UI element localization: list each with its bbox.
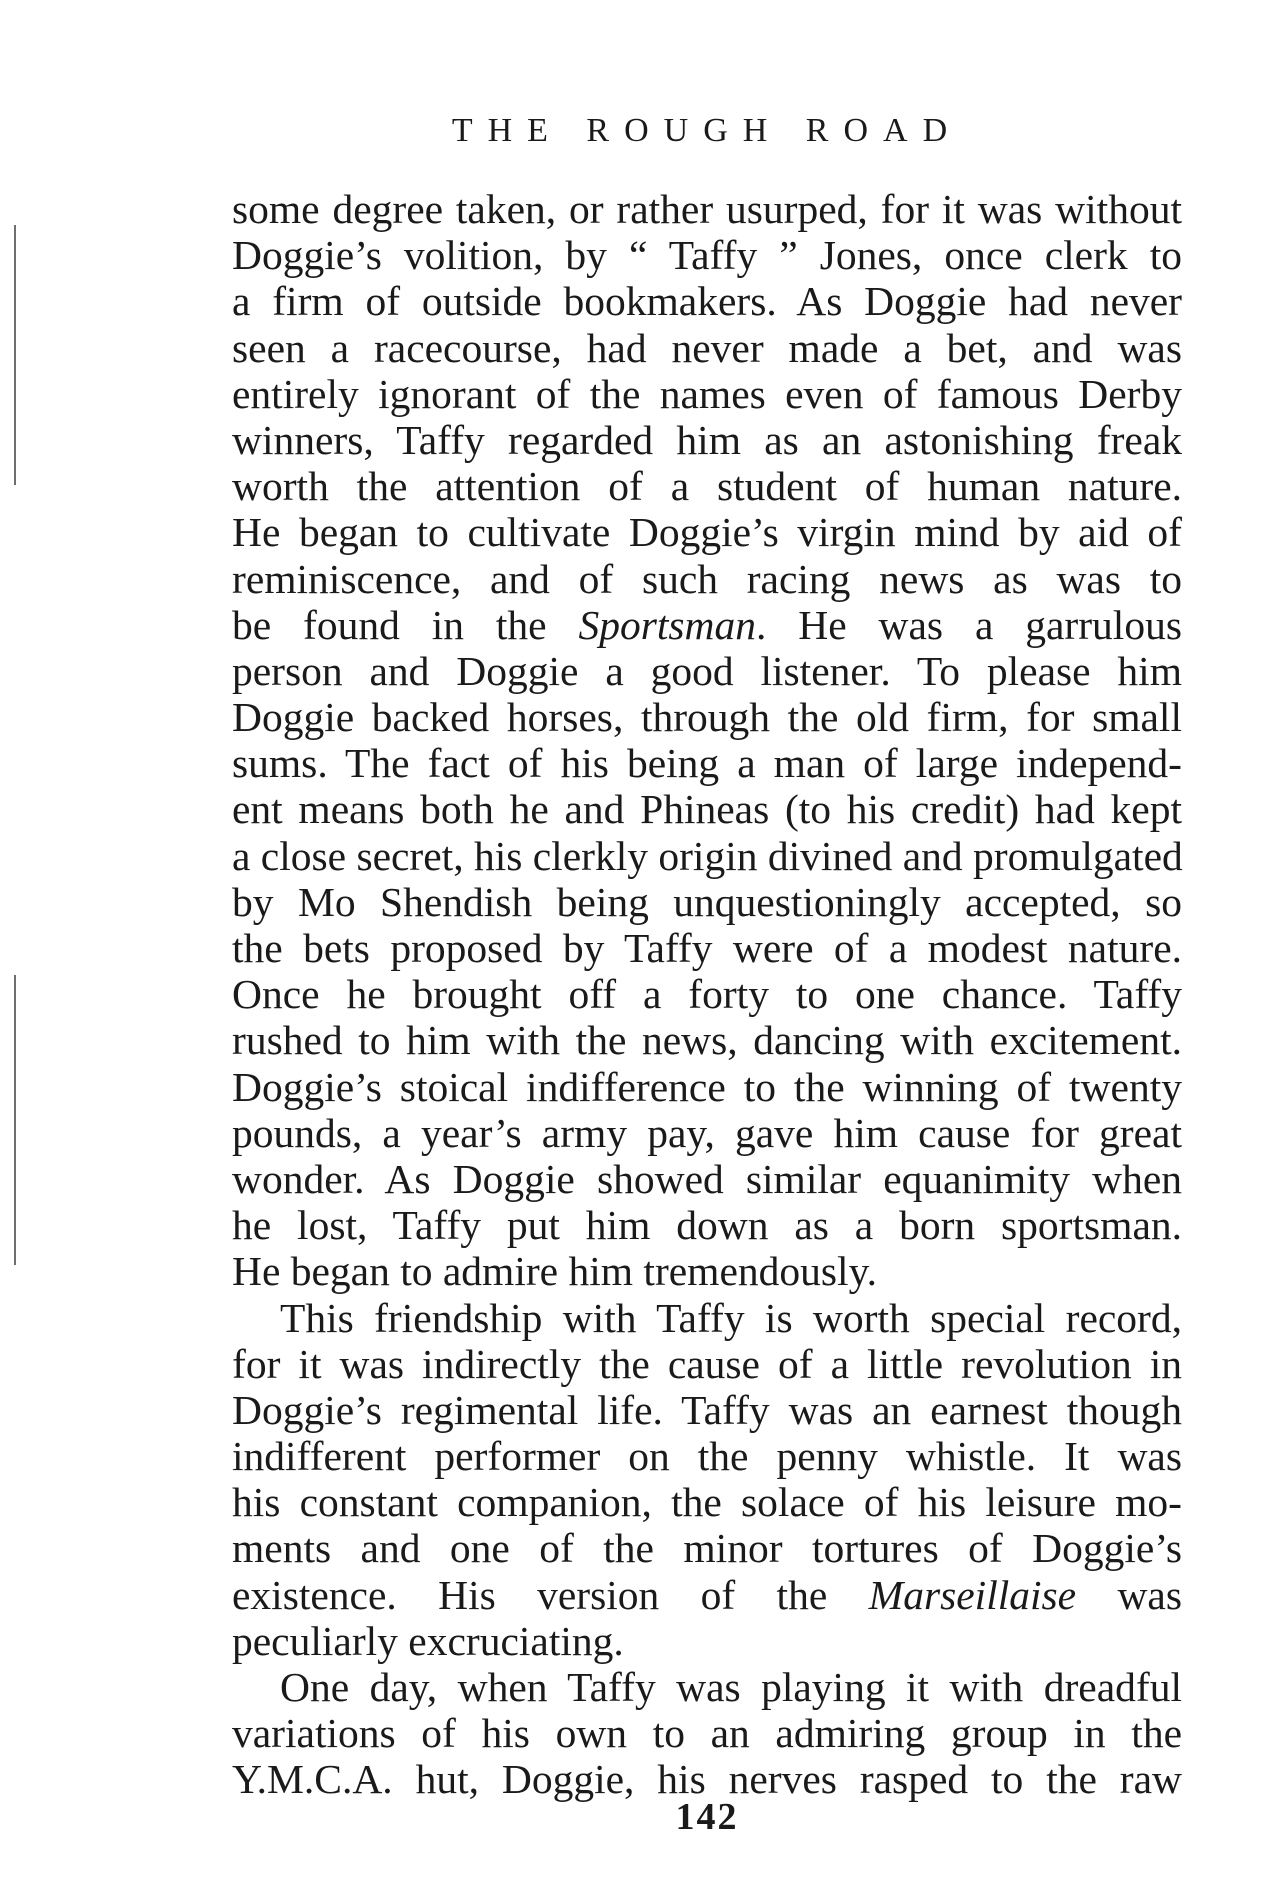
- italic-title: Sportsman: [578, 601, 757, 648]
- text-line: entirely ignorant of the names even of famous Derby: [232, 370, 1182, 417]
- text-line: sums. The fact of his being a man of large independ-: [232, 740, 1182, 787]
- text-line: He began to cultivate Doggie’s virgin mind by aid of: [232, 509, 1182, 556]
- text-line: be found in the Sportsman. He was a garrulous: [232, 601, 1182, 648]
- text-line: indifferent performer on the penny whistle. It was: [232, 1433, 1182, 1480]
- text-line: worth the attention of a student of human nature.: [232, 463, 1182, 510]
- text-line: Once he brought off a forty to one chance. Taffy: [232, 971, 1182, 1018]
- text-line: One day, when Taffy was playing it with dreadful: [280, 1664, 1182, 1710]
- body-text: [232, 186, 1182, 1803]
- text-line: his constant companion, the solace of his leisure mo-: [232, 1479, 1182, 1526]
- text-line: a close secret, his clerkly origin divined and promulgated: [232, 832, 1183, 879]
- text-line: Doggie’s regimental life. Taffy was an earnest though: [232, 1386, 1182, 1433]
- text-line: existence. His version of the Marseillaise was: [232, 1571, 1183, 1618]
- text-line: a firm of outside bookmakers. As Doggie had never: [232, 278, 1182, 325]
- text-line: he lost, Taffy put him down as a born sportsman.: [232, 1202, 1182, 1249]
- text-line: for it was indirectly the cause of a little revolution in: [232, 1340, 1182, 1387]
- text-line: the bets proposed by Taffy were of a modest nature.: [232, 925, 1182, 971]
- text-line: Y.M.C.A. hut, Doggie, his nerves rasped to the raw: [232, 1756, 1182, 1803]
- text-line: Doggie’s volition, by “ Taffy ” Jones, once clerk to: [232, 232, 1182, 279]
- scan-edge-mark: [14, 225, 16, 485]
- text-line: some degree taken, or rather usurped, for it was without: [232, 186, 1182, 232]
- text-line: Doggie backed horses, through the old firm, for small: [232, 694, 1182, 741]
- italic-title: Marseillaise: [868, 1571, 1077, 1618]
- text-line: He began to admire him tremendously.: [232, 1248, 877, 1295]
- text-line: pounds, a year’s army pay, gave him cause for great: [232, 1109, 1182, 1156]
- text-line: Doggie’s stoical indifference to the winning of twenty: [232, 1063, 1182, 1110]
- text-line: rushed to him with the news, dancing with excitement.: [232, 1017, 1182, 1064]
- page-number: 142: [675, 1796, 739, 1838]
- text-line: by Mo Shendish being unquestioningly accepted, so: [232, 878, 1182, 925]
- text-line: wonder. As Doggie showed similar equanimity when: [232, 1155, 1182, 1202]
- text-line: ments and one of the minor tortures of Doggie’s: [232, 1525, 1182, 1572]
- text-line: seen a racecourse, had never made a bet, and was: [232, 324, 1182, 371]
- text-line: reminiscence, and of such racing news as was to: [232, 555, 1182, 602]
- text-line: variations of his own to an admiring group in the: [232, 1710, 1182, 1757]
- text-line: peculiarly excruciating.: [232, 1617, 624, 1664]
- text-line: person and Doggie a good listener. To please him: [232, 647, 1182, 694]
- scan-edge-mark: [14, 975, 16, 1265]
- text-line: ent means both he and Phineas (to his credit) had kept: [232, 786, 1182, 833]
- running-head: THE ROUGH ROAD: [451, 112, 963, 149]
- text-line: winners, Taffy regarded him as an astonishing freak: [232, 416, 1182, 463]
- text-line: This friendship with Taffy is worth special record,: [280, 1294, 1182, 1341]
